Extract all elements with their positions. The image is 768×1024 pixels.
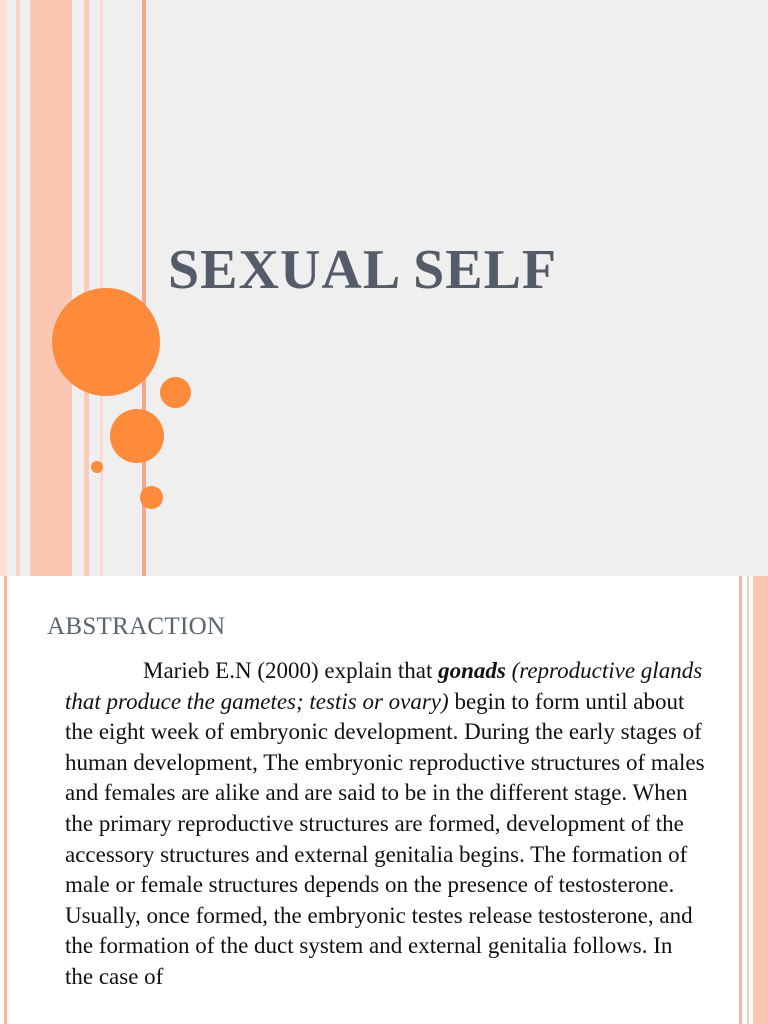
- decorative-circle-tiny: [91, 461, 103, 473]
- paragraph-intro: Marieb E.N (2000) explain that: [143, 658, 439, 683]
- decorative-stripe: [4, 576, 7, 1024]
- section-heading: ABSTRACTION: [47, 613, 226, 640]
- decorative-circle-small: [160, 377, 191, 408]
- decorative-circle-small: [140, 486, 163, 509]
- term-definition: (reproductive glands that produce the gametes; testis or ovary): [65, 658, 703, 714]
- term-gonads: gonads: [438, 658, 506, 683]
- decorative-stripe: [747, 576, 749, 1024]
- paragraph-body: begin to form until about the eight week of embryonic development. During the early stages of human development, The embryonic reproductive structures of males and females are alike and are said to be in the different stage. When the primary reproductive structures are formed, development of the accessory structures and external genitalia begins. The formation of male or female structures depends on the presence of testosterone. Usually, once formed, the embryonic testes release testosterone, and the formation of the duct system and external genitalia follows. In the case of: [65, 688, 705, 989]
- decorative-stripe: [0, 0, 7, 576]
- decorative-circle-medium: [110, 409, 164, 463]
- decorative-stripe: [30, 0, 72, 576]
- decorative-stripe: [84, 0, 89, 576]
- decorative-stripe: [753, 576, 768, 1024]
- slide-title: SEXUAL SELF: [168, 239, 558, 301]
- content-slide: [0, 576, 768, 1024]
- decorative-stripe: [739, 576, 742, 1024]
- abstract-paragraph: [65, 656, 705, 993]
- decorative-stripe: [16, 0, 20, 576]
- decorative-circle-large: [52, 288, 160, 396]
